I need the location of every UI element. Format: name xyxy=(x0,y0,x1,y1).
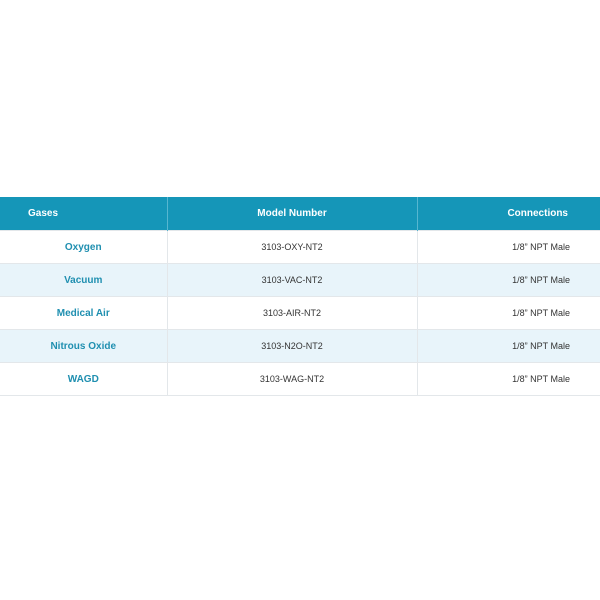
header-connections: Connections xyxy=(417,197,600,231)
model-number-cell: 3103-VAC-NT2 xyxy=(167,264,417,297)
connection-cell: 1/8” NPT Male xyxy=(417,264,600,297)
table-row xyxy=(0,330,600,363)
table-row xyxy=(0,297,600,330)
gas-model-table xyxy=(0,197,600,396)
header-model-number: Model Number xyxy=(167,197,417,231)
table-body xyxy=(0,231,600,396)
gas-cell: Medical Air xyxy=(0,297,167,330)
connection-cell: 1/8” NPT Male xyxy=(417,330,600,363)
connection-cell: 1/8” NPT Male xyxy=(417,231,600,264)
header-row xyxy=(0,197,600,231)
table-row xyxy=(0,231,600,264)
gas-cell: Oxygen xyxy=(0,231,167,264)
product-table-container xyxy=(0,197,600,396)
gas-cell: Vacuum xyxy=(0,264,167,297)
model-number-cell: 3103-AIR-NT2 xyxy=(167,297,417,330)
table-row xyxy=(0,363,600,396)
table-header xyxy=(0,197,600,231)
header-gases: Gases xyxy=(0,197,167,231)
model-number-cell: 3103-WAG-NT2 xyxy=(167,363,417,396)
connection-cell: 1/8” NPT Male xyxy=(417,297,600,330)
gas-cell: Nitrous Oxide xyxy=(0,330,167,363)
connection-cell: 1/8” NPT Male xyxy=(417,363,600,396)
gas-cell: WAGD xyxy=(0,363,167,396)
table-row xyxy=(0,264,600,297)
model-number-cell: 3103-N2O-NT2 xyxy=(167,330,417,363)
model-number-cell: 3103-OXY-NT2 xyxy=(167,231,417,264)
